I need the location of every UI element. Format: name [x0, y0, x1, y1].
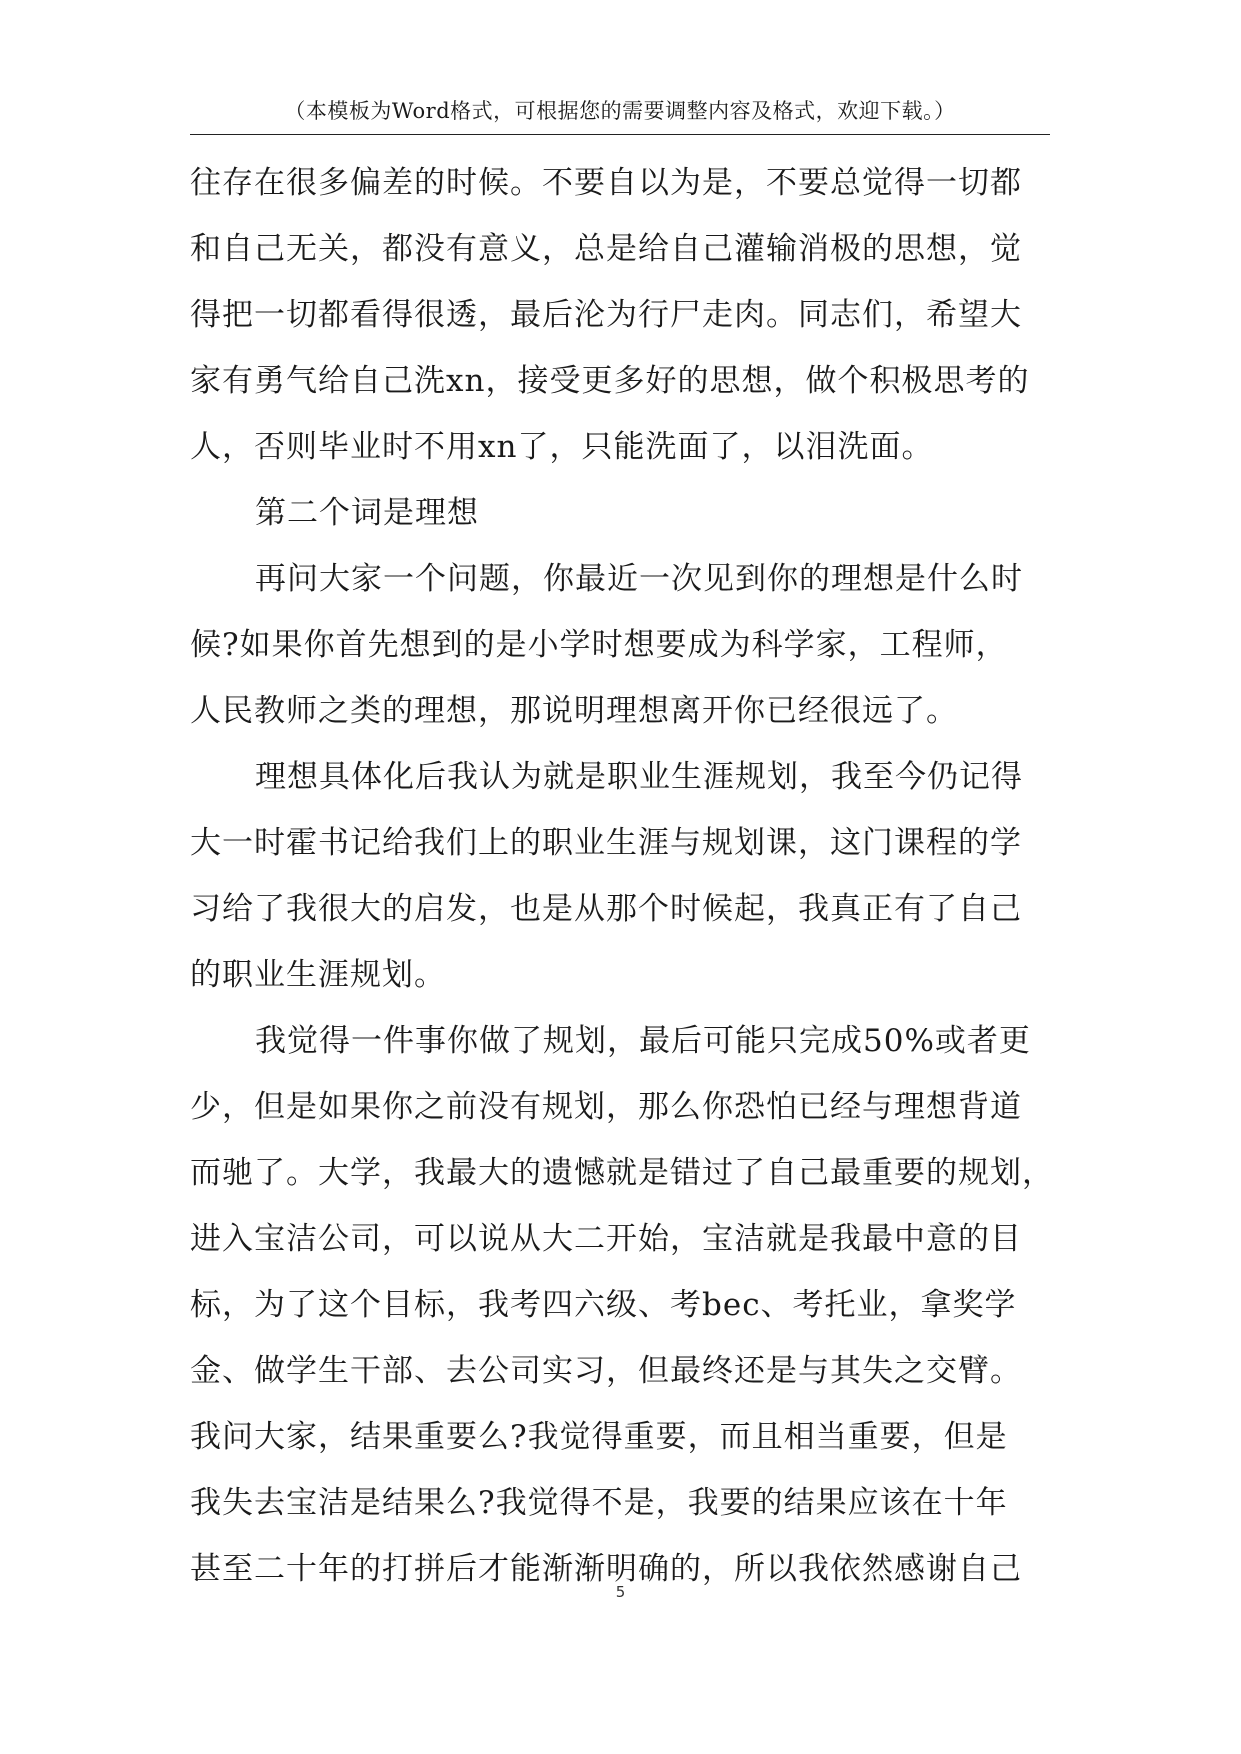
page-header: （本模板为Word格式，可根据您的需要调整内容及格式，欢迎下载。） — [284, 99, 956, 123]
body-line: 习给了我很大的启发，也是从那个时候起，我真正有了自己 — [190, 891, 1022, 927]
body-line: 金、做学生干部、去公司实习，但最终还是与其失之交臂。 — [190, 1353, 1022, 1389]
body-line: 人民教师之类的理想，那说明理想离开你已经很远了。 — [190, 693, 958, 729]
document-body — [190, 150, 1070, 1602]
body-line: 和自己无关，都没有意义，总是给自己灌输消极的思想，觉 — [190, 231, 1022, 267]
body-line: 而驰了。大学，我最大的遗憾就是错过了自己最重要的规划， — [190, 1155, 1054, 1191]
body-line: 得把一切都看得很透，最后沦为行尸走肉。同志们，希望大 — [190, 297, 1022, 333]
body-line: 人，否则毕业时不用xn了，只能洗面了，以泪洗面。 — [190, 429, 934, 465]
body-line: 理想具体化后我认为就是职业生涯规划，我至今仍记得 — [255, 759, 1023, 795]
header-divider — [190, 134, 1050, 135]
body-line: 家有勇气给自己洗xn，接受更多好的思想，做个积极思考的 — [190, 363, 1030, 399]
section-heading: 第二个词是理想 — [255, 495, 479, 531]
body-line: 标，为了这个目标，我考四六级、考bec、考托业，拿奖学 — [190, 1287, 1017, 1323]
page-number: 5 — [615, 1583, 626, 1601]
body-line: 往存在很多偏差的时候。不要自以为是，不要总觉得一切都 — [190, 165, 1022, 201]
body-line: 的职业生涯规划。 — [190, 957, 446, 993]
body-line: 甚至二十年的打拼后才能渐渐明确的，所以我依然感谢自己 — [190, 1551, 1022, 1587]
body-line: 再问大家一个问题，你最近一次见到你的理想是什么时 — [255, 561, 1023, 597]
body-line: 我失去宝洁是结果么?我觉得不是，我要的结果应该在十年 — [190, 1485, 1008, 1521]
body-line: 候?如果你首先想到的是小学时想要成为科学家，工程师， — [190, 627, 1008, 663]
body-line: 我问大家，结果重要么?我觉得重要，而且相当重要，但是 — [190, 1419, 1008, 1455]
body-line: 我觉得一件事你做了规划，最后可能只完成50%或者更 — [255, 1023, 1031, 1059]
body-line: 进入宝洁公司，可以说从大二开始，宝洁就是我最中意的目 — [190, 1221, 1022, 1257]
body-line: 大一时霍书记给我们上的职业生涯与规划课，这门课程的学 — [190, 825, 1022, 861]
body-line: 少，但是如果你之前没有规划，那么你恐怕已经与理想背道 — [190, 1089, 1022, 1125]
